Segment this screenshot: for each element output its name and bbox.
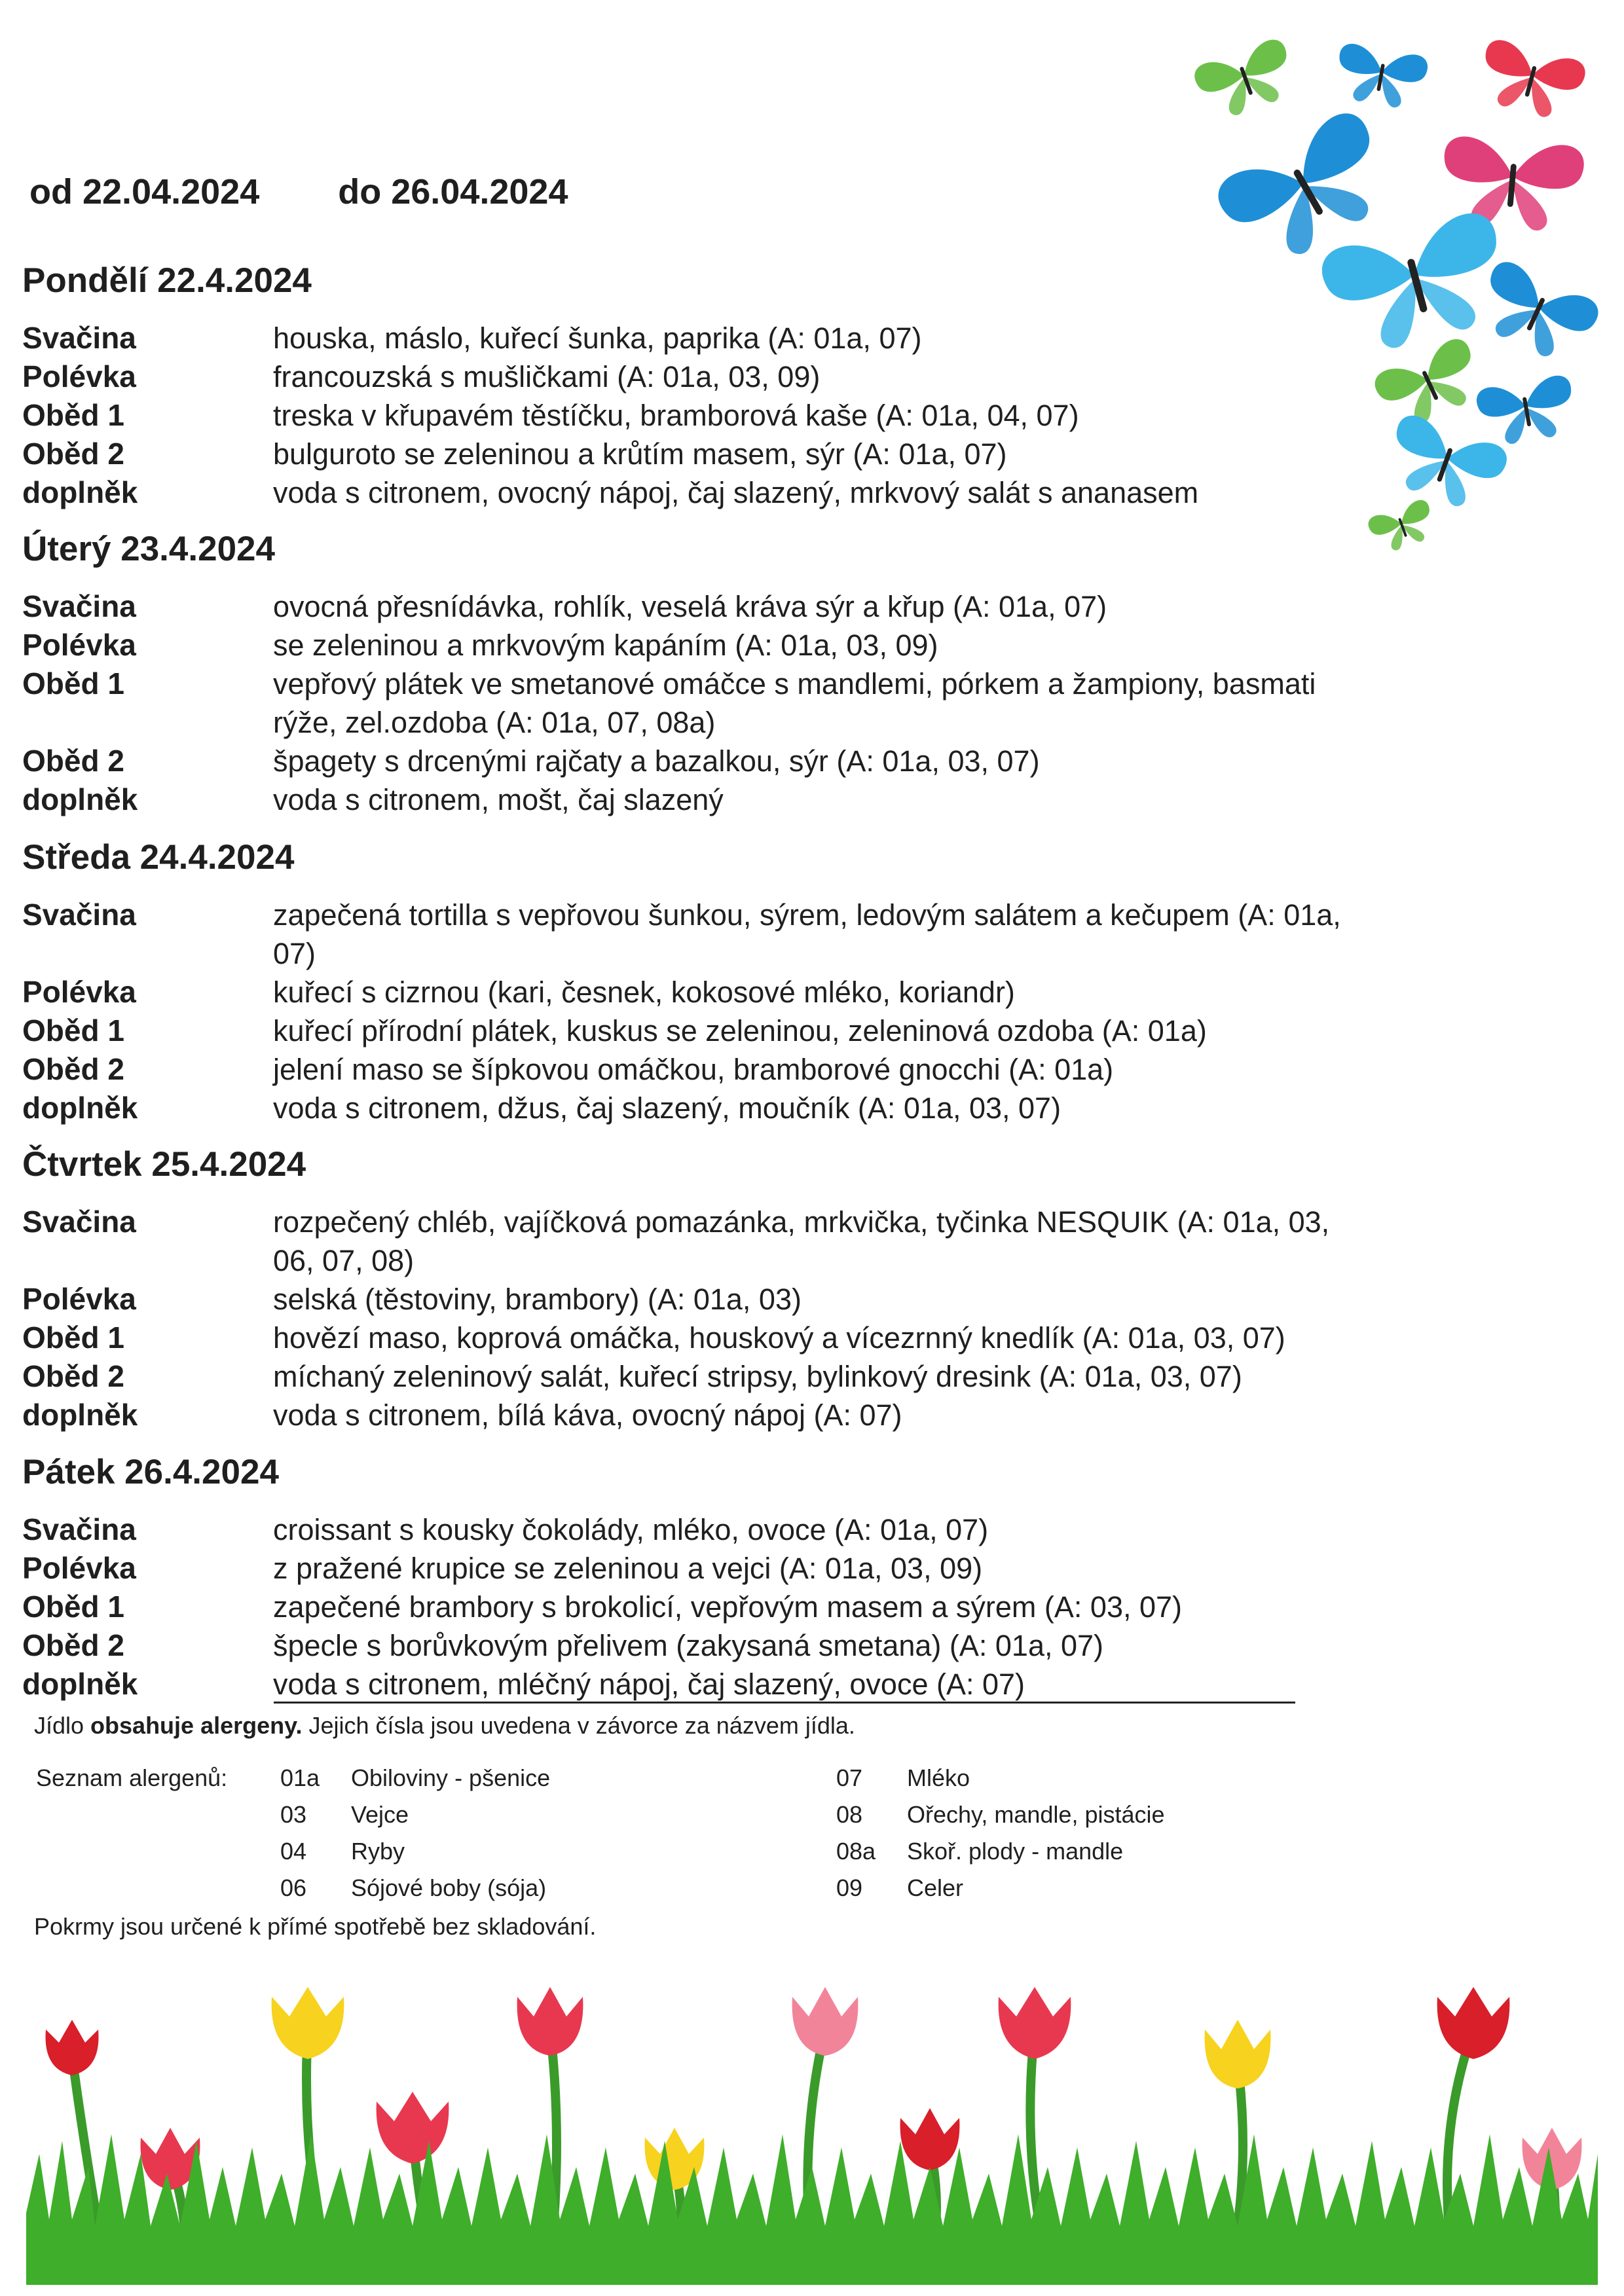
row-text: míchaný zeleninový salát, kuřecí stripsy, bylinkový dresink (A: 01a, 03, 07) (273, 1360, 1242, 1393)
allergen-item (836, 1833, 1165, 1870)
note-pre: Jídlo (34, 1712, 91, 1739)
butterfly-icon (1366, 498, 1439, 556)
row-label: doplněk (22, 1667, 138, 1701)
row-text: voda s citronem, mošt, čaj slazený (273, 783, 724, 816)
allergen-item (836, 1870, 1165, 1906)
menu-row (22, 1549, 1371, 1588)
tulip-icon (377, 2092, 449, 2164)
menu-row (22, 396, 1371, 435)
row-text: špagety s drcenými rajčaty a bazalkou, sýr (A: 01a, 03, 07) (273, 744, 1040, 778)
row-label: Svačina (22, 589, 136, 623)
row-text: bulguroto se zeleninou a krůtím masem, sýr (A: 01a, 07) (273, 437, 1007, 471)
row-label: doplněk (22, 782, 138, 816)
row-label: Oběd 2 (22, 1359, 124, 1393)
note-bold: obsahuje alergeny. (90, 1712, 303, 1739)
butterflies-decoration (1185, 26, 1604, 563)
tulip-icon (900, 2108, 960, 2170)
day-block-friday (22, 1452, 1371, 1704)
row-text: rozpečený chléb, vajíčková pomazánka, mrkvička, tyčinka NESQUIK (A: 01a, 03, 06, 07, 08) (273, 1205, 1330, 1277)
butterfly-icon (1473, 37, 1588, 124)
row-text: hovězí maso, koprová omáčka, houskový a vícezrnný knedlík (A: 01a, 03, 07) (273, 1321, 1285, 1355)
row-label: Oběd 2 (22, 744, 124, 778)
row-text: z pražené krupice se zeleninou a vejci (A: 01a, 03, 09) (273, 1552, 983, 1585)
row-label: Svačina (22, 1205, 136, 1239)
menu-row (22, 1510, 1371, 1549)
row-label: Polévka (22, 975, 136, 1009)
row-text: špecle s borůvkovým přelivem (zakysaná smetana) (A: 01a, 07) (273, 1629, 1104, 1662)
tulip-icon (792, 1987, 858, 2056)
allergen-list-left (280, 1760, 550, 1906)
row-label: Oběd 2 (22, 1628, 124, 1662)
row-label: Polévka (22, 359, 136, 393)
row-label: doplněk (22, 475, 138, 509)
allergen-item (280, 1796, 550, 1833)
menu-row (22, 1203, 1371, 1280)
row-text: zapečené brambory s brokolicí, vepřovým masem a sýrem (A: 03, 07) (273, 1590, 1183, 1624)
row-text: jelení maso se šípkovou omáčkou, bramborové gnocchi (A: 01a) (273, 1053, 1114, 1086)
allergen-code: 09 (836, 1874, 863, 1901)
row-text: se zeleninou a mrkvovým kapáním (A: 01a, 03, 09) (273, 629, 938, 662)
date-to: do 26.04.2024 (338, 172, 568, 211)
menu-row (22, 973, 1371, 1011)
butterfly-icon (1379, 411, 1511, 518)
row-label: Oběd 1 (22, 1590, 124, 1624)
row-text: voda s citronem, mléčný nápoj, čaj slazený, ovoce (A: 07) (273, 1667, 1025, 1701)
menu-row (22, 1357, 1371, 1396)
row-text: francouzská s mušličkami (A: 01a, 03, 09) (273, 360, 821, 393)
menu-row (22, 1050, 1371, 1089)
row-label: Polévka (22, 1282, 136, 1316)
row-text: croissant s kousky čokolády, mléko, ovoce (A: 01a, 07) (273, 1513, 989, 1546)
row-label: Oběd 1 (22, 1013, 124, 1048)
allergen-name: Skoř. plody - mandle (907, 1838, 1124, 1865)
menu-row (22, 626, 1371, 665)
tulip-icon (272, 1987, 344, 2059)
butterfly-icon (1191, 36, 1301, 124)
row-label: Oběd 1 (22, 666, 124, 701)
allergen-item (836, 1760, 1165, 1796)
row-text: selská (těstoviny, brambory) (A: 01a, 03) (273, 1283, 802, 1316)
row-label: Svačina (22, 1512, 136, 1546)
tulip-icon (1205, 2020, 1271, 2088)
day-title: Středa 24.4.2024 (22, 838, 295, 877)
row-label: Oběd 2 (22, 437, 124, 471)
menu-row (22, 1011, 1371, 1050)
allergen-list-label: Seznam alergenů: (36, 1764, 228, 1791)
menu-row (22, 1280, 1371, 1319)
day-title: Pátek 26.4.2024 (22, 1453, 279, 1491)
row-text: kuřecí s cizrnou (kari, česnek, kokosové mléko, koriandr) (273, 975, 1015, 1009)
butterfly-icon (1475, 373, 1579, 448)
allergen-code: 04 (280, 1838, 307, 1865)
day-block-thursday (22, 1144, 1371, 1434)
butterfly-icon (1371, 335, 1490, 435)
allergen-code: 01a (280, 1764, 320, 1791)
allergen-code: 08a (836, 1838, 876, 1865)
row-label: doplněk (22, 1398, 138, 1432)
allergen-code: 08 (836, 1801, 863, 1828)
butterfly-icon (1469, 257, 1604, 370)
tulip-icon (517, 1987, 583, 2056)
allergen-name: Obiloviny - pšenice (351, 1764, 551, 1791)
allergen-name: Celer (907, 1874, 964, 1901)
allergen-item (280, 1760, 550, 1796)
day-block-tuesday (22, 529, 1371, 819)
allergen-item (280, 1870, 550, 1906)
allergen-name: Sójové boby (sója) (351, 1874, 547, 1901)
allergen-code: 07 (836, 1764, 863, 1791)
tulips-grass-decoration (26, 1958, 1598, 2285)
menu-row (22, 1588, 1371, 1626)
day-title: Úterý 23.4.2024 (22, 530, 276, 568)
allergen-list-right (836, 1760, 1165, 1906)
menu-row (22, 473, 1371, 512)
row-label: Oběd 1 (22, 398, 124, 432)
allergen-code: 03 (280, 1801, 307, 1828)
row-label: Polévka (22, 628, 136, 662)
menu-row (22, 435, 1371, 473)
row-text: voda s citronem, ovocný nápoj, čaj slazený, mrkvový salát s ananasem (273, 476, 1199, 509)
day-block-monday (22, 261, 1371, 512)
menu-row (22, 357, 1371, 396)
menu-row (22, 1396, 1371, 1434)
allergen-name: Vejce (351, 1801, 409, 1828)
row-label: doplněk (22, 1091, 138, 1125)
row-label: Polévka (22, 1551, 136, 1585)
allergen-name: Mléko (907, 1764, 970, 1791)
menu-row (22, 319, 1371, 357)
allergen-note (34, 1712, 855, 1740)
menu-row (22, 1089, 1371, 1127)
allergen-item (836, 1796, 1165, 1833)
storage-note: Pokrmy jsou určené k přímé spotřebě bez skladování. (34, 1913, 597, 1940)
day-title: Pondělí 22.4.2024 (22, 261, 312, 300)
menu-row (22, 1626, 1371, 1665)
date-range (29, 172, 568, 212)
row-text: vepřový plátek ve smetanové omáčce s mandlemi, pórkem a žampiony, basmati rýže, zel.ozdoba (A: 01a, 07, 08a) (273, 667, 1316, 739)
allergen-name: Ořechy, mandle, pistácie (907, 1801, 1165, 1828)
row-text: kuřecí přírodní plátek, kuskus se zeleninou, zeleninová ozdoba (A: 01a) (273, 1014, 1207, 1048)
butterfly-icon (1317, 208, 1518, 361)
tulip-icon (1437, 1987, 1510, 2059)
row-text: ovocná přesnídávka, rohlík, veselá kráva sýr a křup (A: 01a, 07) (273, 590, 1107, 623)
menu-row (22, 1319, 1371, 1357)
row-label: Oběd 2 (22, 1052, 124, 1086)
note-post: Jejich čísla jsou uvedena v závorce za názvem jídla. (302, 1712, 855, 1739)
row-label: Oběd 1 (22, 1321, 124, 1355)
day-title: Čtvrtek 25.4.2024 (22, 1145, 306, 1184)
menu-row (22, 780, 1371, 819)
row-text: voda s citronem, džus, čaj slazený, moučník (A: 01a, 03, 07) (273, 1091, 1061, 1125)
menu-row (22, 1665, 1371, 1704)
allergen-item (280, 1833, 550, 1870)
row-label: Svačina (22, 898, 136, 932)
row-text: voda s citronem, bílá káva, ovocný nápoj (A: 07) (273, 1398, 902, 1432)
butterfly-icon (1332, 42, 1430, 112)
row-text: houska, máslo, kuřecí šunka, paprika (A: 01a, 07) (273, 321, 922, 355)
menu-row (22, 665, 1371, 742)
menu-row (22, 587, 1371, 626)
allergen-code: 06 (280, 1874, 307, 1901)
day-block-wednesday (22, 837, 1371, 1127)
tulip-icon (46, 2020, 99, 2075)
menu-row (22, 742, 1371, 780)
row-text: treska v křupavém těstíčku, bramborová kaše (A: 01a, 04, 07) (273, 399, 1079, 432)
tulip-icon (999, 1987, 1071, 2059)
date-from: od 22.04.2024 (29, 172, 260, 211)
menu-row (22, 896, 1371, 973)
row-text: zapečená tortilla s vepřovou šunkou, sýrem, ledovým salátem a kečupem (A: 01a, 07) (273, 898, 1341, 970)
allergen-name: Ryby (351, 1838, 405, 1865)
divider (274, 1702, 1295, 1704)
row-label: Svačina (22, 321, 136, 355)
